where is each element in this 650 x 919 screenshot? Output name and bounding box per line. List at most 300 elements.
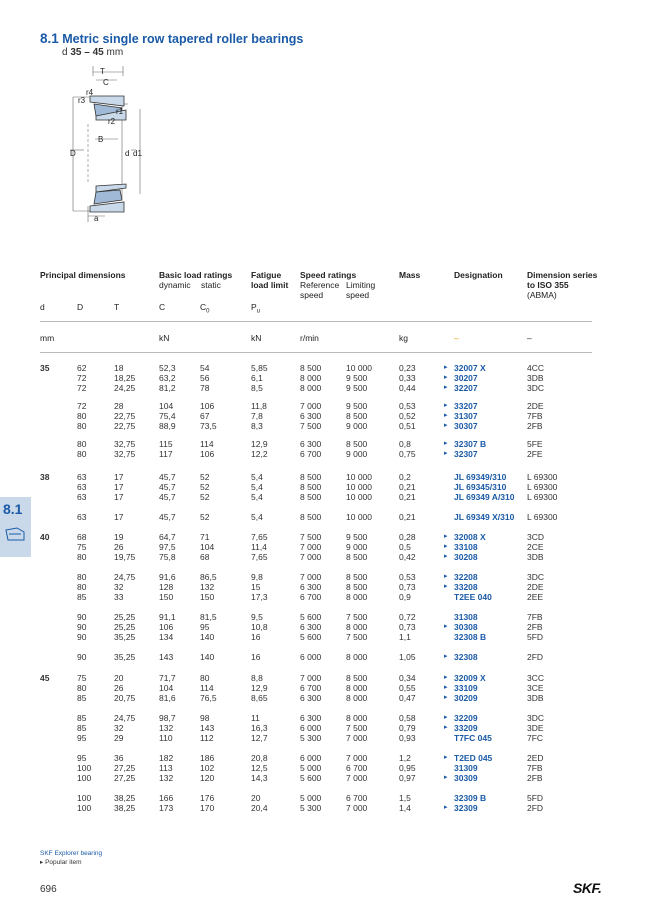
cell-des: 32209 (454, 713, 478, 723)
cell-c0: 80 (200, 673, 210, 683)
col-designation: Designation (454, 270, 503, 280)
cell-mk: ▸ (444, 714, 448, 721)
cell-c: 52,3 (159, 363, 176, 373)
cell-pu: 8,5 (251, 383, 263, 393)
cell-lim: 9 000 (346, 542, 368, 552)
cell-mk: ▸ (444, 754, 448, 761)
cell-lim: 8 000 (346, 683, 368, 693)
cell-c0: 106 (200, 401, 215, 411)
cell-t: 25,25 (114, 612, 136, 622)
label-T: T (100, 67, 105, 76)
cell-des: 32307 B (454, 439, 487, 449)
cell-mk: ▸ (444, 553, 448, 560)
cell-t: 19 (114, 532, 124, 542)
cell-ref: 6 700 (300, 683, 322, 693)
label-d1: d1 (133, 149, 142, 158)
cell-pu: 12,9 (251, 439, 268, 449)
cell-lim: 8 000 (346, 592, 368, 602)
cell-lim: 9 500 (346, 383, 368, 393)
cell-dim: 7FC (527, 733, 544, 743)
cell-c0: 132 (200, 582, 215, 592)
cell-c: 134 (159, 632, 174, 642)
cell-d: 100 (77, 763, 92, 773)
cell-dim: 3DE (527, 723, 544, 733)
cell-des: 30208 (454, 552, 478, 562)
table-row (40, 532, 600, 542)
cell-ref: 8 500 (300, 512, 322, 522)
col-fatigue: Fatigue (251, 270, 282, 280)
cell-des: 32307 (454, 449, 478, 459)
cell-mass: 0,21 (399, 512, 416, 522)
table-row (40, 373, 600, 383)
cell-pu: 7,65 (251, 552, 268, 562)
table-row (40, 723, 600, 733)
cell-pu: 20 (251, 793, 261, 803)
cell-des: 32308 (454, 652, 478, 662)
cell-ref: 7 000 (300, 552, 322, 562)
cell-d: 38 (40, 472, 50, 482)
d-range-value: 35 – 45 (70, 47, 104, 58)
unit-kN: kN (159, 333, 170, 343)
cell-ref: 8 000 (300, 383, 322, 393)
cell-dim: 3DB (527, 552, 544, 562)
cell-mass: 1,05 (399, 652, 416, 662)
cell-c: 132 (159, 723, 174, 733)
cell-c0: 52 (200, 482, 210, 492)
side-tab-label: 8.1 (3, 501, 23, 517)
cell-lim: 9 000 (346, 421, 368, 431)
cell-c0: 114 (200, 439, 214, 449)
cell-d: 63 (77, 482, 87, 492)
col-speed-ratings: Speed ratings (300, 270, 357, 280)
cell-d: 85 (77, 592, 87, 602)
cell-des: 30309 (454, 773, 478, 783)
cell-dim: 2FE (527, 449, 543, 459)
cell-mass: 0,52 (399, 411, 416, 421)
cell-d: 85 (77, 713, 87, 723)
col-principal-dimensions: Principal dimensions (40, 270, 126, 280)
cell-t: 36 (114, 753, 124, 763)
cell-lim: 9 500 (346, 373, 368, 383)
cell-des: JL 69345/310 (454, 482, 507, 492)
table-row (40, 763, 600, 773)
cell-ref: 8 500 (300, 492, 322, 502)
cell-t: 18 (114, 363, 124, 373)
cell-mass: 0,8 (399, 439, 411, 449)
cell-ref: 7 000 (300, 401, 322, 411)
cell-pu: 15 (251, 582, 261, 592)
cell-t: 35,25 (114, 652, 136, 662)
cell-t: 26 (114, 683, 124, 693)
cell-des: T2EE 040 (454, 592, 492, 602)
cell-lim: 10 000 (346, 482, 372, 492)
cell-ref: 5 000 (300, 793, 322, 803)
cell-t: 32 (114, 582, 124, 592)
table-row (40, 683, 600, 693)
cell-t: 32,75 (114, 449, 136, 459)
cell-des: 32208 (454, 572, 478, 582)
cell-des: 32308 B (454, 632, 487, 642)
cell-mass: 1,2 (399, 753, 411, 763)
table-row (40, 713, 600, 723)
cell-c0: 54 (200, 363, 210, 373)
cell-mass: 0,73 (399, 622, 416, 632)
cell-ref: 6 300 (300, 713, 322, 723)
section-title: Metric single row tapered roller bearings (62, 32, 304, 46)
cell-c: 45,7 (159, 472, 176, 482)
cell-pu: 17,3 (251, 592, 268, 602)
cell-d: 80 (77, 552, 87, 562)
cell-pu: 12,2 (251, 449, 268, 459)
cell-pu: 7,65 (251, 532, 268, 542)
cell-mk: ▸ (444, 412, 448, 419)
cell-mass: 0,44 (399, 383, 416, 393)
col-reference: Reference (300, 280, 340, 290)
bearing-type-icon (5, 527, 25, 541)
unit-kN-fatigue: kN (251, 333, 262, 343)
cell-dim: 2DE (527, 401, 544, 411)
cell-mk: ▸ (444, 402, 448, 409)
cell-des: 33109 (454, 683, 478, 693)
cell-d: 80 (77, 421, 87, 431)
col-limiting: Limiting (346, 280, 376, 290)
cell-c0: 68 (200, 552, 210, 562)
cell-mass: 0,95 (399, 763, 416, 773)
cell-mass: 0,21 (399, 482, 416, 492)
cell-c: 45,7 (159, 482, 176, 492)
cell-pu: 11 (251, 713, 260, 723)
cell-d: 72 (77, 401, 87, 411)
cell-pu: 8,3 (251, 421, 263, 431)
cell-c: 150 (159, 592, 174, 602)
cell-mass: 0,9 (399, 592, 411, 602)
cell-lim: 8 500 (346, 673, 368, 683)
cell-t: 25,25 (114, 622, 136, 632)
cell-t: 27,25 (114, 773, 136, 783)
cell-ref: 5 600 (300, 612, 322, 622)
cell-ref: 6 300 (300, 439, 322, 449)
cell-c0: 76,5 (200, 693, 217, 703)
table-row (40, 632, 600, 642)
cell-ref: 5 600 (300, 632, 322, 642)
cell-lim: 8 000 (346, 622, 368, 632)
cell-mass: 0,72 (399, 612, 416, 622)
sym-C0 (200, 302, 209, 317)
cell-lim: 7 000 (346, 803, 368, 813)
cell-c: 45,7 (159, 492, 176, 502)
cell-lim: 7 000 (346, 753, 368, 763)
cell-ref: 6 300 (300, 582, 322, 592)
cell-d: 75 (77, 673, 87, 683)
col-mass: Mass (399, 270, 421, 280)
col-iso: to ISO 355 (527, 280, 569, 290)
cell-c0: 86,5 (200, 572, 217, 582)
cell-des: T2ED 045 (454, 753, 493, 763)
cell-c: 91,1 (159, 612, 176, 622)
cell-c: 166 (159, 793, 174, 803)
table-row (40, 693, 600, 703)
table-row (40, 482, 600, 492)
cell-des: 31309 (454, 763, 478, 773)
cell-mass: 0,93 (399, 733, 416, 743)
cell-t: 22,75 (114, 421, 136, 431)
cell-d: 100 (77, 793, 92, 803)
cell-c0: 71 (200, 532, 210, 542)
cell-dim: 2EE (527, 592, 544, 602)
cell-des: 32008 X (454, 532, 486, 542)
cell-c: 113 (159, 763, 173, 773)
cell-mk: ▸ (444, 653, 448, 660)
cell-pu: 6,1 (251, 373, 263, 383)
cell-pu: 16 (251, 652, 261, 662)
cell-d: 90 (77, 622, 87, 632)
cell-d: 100 (77, 803, 92, 813)
cell-des: 32009 X (454, 673, 486, 683)
cell-dim: 7FB (527, 411, 543, 421)
cell-d: 90 (77, 612, 87, 622)
col-static: static (201, 280, 221, 290)
sym-C: C (159, 302, 166, 312)
cell-d: 90 (77, 652, 87, 662)
cell-lim: 10 000 (346, 492, 372, 502)
cell-d: 35 (40, 363, 50, 373)
cell-pu: 12,7 (251, 733, 268, 743)
cell-dim: L 69300 (527, 492, 558, 502)
cell-d: 95 (77, 753, 87, 763)
label-D: D (70, 149, 76, 158)
cell-ref: 7 500 (300, 532, 322, 542)
cell-t: 33 (114, 592, 124, 602)
chapter-side-tab (0, 497, 31, 557)
cell-mk: ▸ (444, 623, 448, 630)
cell-mass: 0,28 (399, 532, 416, 542)
cell-d: 80 (77, 683, 87, 693)
cell-pu: 5,4 (251, 482, 263, 492)
cell-t: 38,25 (114, 803, 136, 813)
sym-d: d (40, 302, 45, 312)
table-row (40, 449, 600, 459)
table-row (40, 582, 600, 592)
table-row (40, 673, 600, 683)
header-divider (40, 321, 592, 322)
cell-des: JL 69349 A/310 (454, 492, 515, 502)
cell-des: 32207 (454, 383, 478, 393)
cell-d: 80 (77, 439, 87, 449)
cell-c: 88,9 (159, 421, 176, 431)
table-row (40, 383, 600, 393)
cell-ref: 8 000 (300, 373, 322, 383)
cell-lim: 7 000 (346, 773, 368, 783)
cell-dim: 5FE (527, 439, 543, 449)
cell-pu: 5,4 (251, 472, 263, 482)
label-B: B (98, 135, 104, 144)
cell-t: 20 (114, 673, 124, 683)
cell-pu: 9,5 (251, 612, 263, 622)
cell-ref: 5 000 (300, 763, 322, 773)
cell-dim: 3DB (527, 373, 544, 383)
cell-ref: 8 500 (300, 472, 322, 482)
cell-lim: 6 700 (346, 763, 368, 773)
label-d: d (125, 149, 130, 158)
cell-dim: 3DC (527, 383, 545, 393)
cell-c0: 186 (200, 753, 215, 763)
cell-d: 80 (77, 572, 87, 582)
cell-t: 17 (114, 472, 124, 482)
cell-t: 24,75 (114, 572, 136, 582)
cell-lim: 9 500 (346, 532, 368, 542)
cell-c: 63,2 (159, 373, 176, 383)
cell-dim: L 69300 (527, 472, 558, 482)
cell-c0: 102 (200, 763, 215, 773)
cell-dim: 2FD (527, 803, 544, 813)
cell-t: 22,75 (114, 411, 136, 421)
cell-des: 32007 X (454, 363, 486, 373)
sym-C0-letter: C (200, 302, 207, 312)
cell-t: 17 (114, 482, 124, 492)
table-row (40, 439, 600, 449)
cell-mass: 0,53 (399, 401, 416, 411)
cell-des: 30308 (454, 622, 478, 632)
cell-ref: 6 700 (300, 592, 322, 602)
unit-designation-dash: – (454, 333, 459, 343)
bearing-cross-section-diagram (60, 64, 160, 236)
table-row (40, 401, 600, 411)
cell-ref: 8 500 (300, 482, 322, 492)
cell-c0: 176 (200, 793, 215, 803)
footer-explorer-note: SKF Explorer bearing (40, 850, 103, 857)
cell-d: 95 (77, 733, 87, 743)
cell-t: 17 (114, 512, 124, 522)
cell-d: 63 (77, 512, 87, 522)
cell-c: 143 (159, 652, 174, 662)
cell-t: 20,75 (114, 693, 136, 703)
cell-c0: 78 (200, 383, 210, 393)
cell-c: 110 (159, 733, 173, 743)
cell-d: 45 (40, 673, 50, 683)
cell-pu: 8,65 (251, 693, 268, 703)
cell-mk: ▸ (444, 774, 448, 781)
cell-dim: 2FB (527, 622, 543, 632)
cell-mass: 0,75 (399, 449, 416, 459)
skf-logo: SKF. (573, 880, 602, 896)
cell-d: 80 (77, 449, 87, 459)
label-r2: r2 (108, 117, 116, 126)
cell-pu: 16 (251, 632, 261, 642)
cell-ref: 5 300 (300, 803, 322, 813)
size-range (62, 47, 123, 58)
cell-mass: 0,51 (399, 421, 416, 431)
page-title (40, 31, 303, 46)
table-row (40, 421, 600, 431)
cell-c0: 52 (200, 472, 210, 482)
cell-d: 90 (77, 632, 87, 642)
cell-mass: 0,47 (399, 693, 416, 703)
cell-ref: 6 000 (300, 723, 322, 733)
cell-lim: 8 000 (346, 713, 368, 723)
table-row (40, 492, 600, 502)
cell-c0: 81,5 (200, 612, 217, 622)
cell-pu: 7,8 (251, 411, 263, 421)
cell-lim: 8 500 (346, 411, 368, 421)
cell-ref: 5 300 (300, 733, 322, 743)
cell-pu: 12,9 (251, 683, 268, 693)
cell-d: 72 (77, 373, 87, 383)
cell-dim: 3CE (527, 683, 544, 693)
cell-c0: 52 (200, 492, 210, 502)
cell-dim: 7FB (527, 612, 543, 622)
label-r1: r1 (116, 107, 124, 116)
cell-c0: 120 (200, 773, 215, 783)
cell-des: 32309 (454, 803, 478, 813)
cell-mk: ▸ (444, 694, 448, 701)
cell-pu: 11,8 (251, 401, 267, 411)
cell-c: 104 (159, 401, 174, 411)
table-row (40, 753, 600, 763)
cell-pu: 16,3 (251, 723, 268, 733)
col-dynamic: dynamic (159, 280, 191, 290)
cell-c: 98,7 (159, 713, 176, 723)
cell-c0: 73,5 (200, 421, 217, 431)
cell-dim: 3DC (527, 713, 545, 723)
cell-mass: 1,1 (399, 632, 411, 642)
cell-c0: 95 (200, 622, 210, 632)
cell-pu: 9,8 (251, 572, 263, 582)
cell-dim: 3CC (527, 673, 545, 683)
cell-des: 32309 B (454, 793, 487, 803)
table-row (40, 793, 600, 803)
page-number: 696 (40, 884, 57, 895)
cell-ref: 7 000 (300, 542, 322, 552)
cell-des: JL 69349 X/310 (454, 512, 515, 522)
cell-des: 31307 (454, 411, 478, 421)
bearing-bottom-section (90, 184, 126, 212)
cell-des: 30209 (454, 693, 478, 703)
cell-c: 64,7 (159, 532, 176, 542)
cell-dim: 5FD (527, 793, 544, 803)
cell-d: 85 (77, 723, 87, 733)
cell-dim: 7FB (527, 763, 543, 773)
cell-d: 40 (40, 532, 50, 542)
table-row (40, 552, 600, 562)
cell-mk: ▸ (444, 422, 448, 429)
table-row (40, 592, 600, 602)
sym-Pu-sub: u (256, 308, 261, 315)
cell-ref: 6 700 (300, 449, 322, 459)
cell-mk: ▸ (444, 374, 448, 381)
cell-d: 63 (77, 492, 87, 502)
col-load-limit: load limit (251, 280, 289, 290)
table-row (40, 622, 600, 632)
col-abma: (ABMA) (527, 290, 557, 300)
cell-mk: ▸ (444, 573, 448, 580)
cell-mass: 1,4 (399, 803, 411, 813)
cell-t: 32 (114, 723, 124, 733)
table-row (40, 733, 600, 743)
cell-mk: ▸ (444, 724, 448, 731)
cell-t: 32,75 (114, 439, 136, 449)
cell-mk: ▸ (444, 440, 448, 447)
cell-pu: 5,4 (251, 512, 263, 522)
table-row (40, 411, 600, 421)
cell-mass: 0,34 (399, 673, 416, 683)
cell-dim: L 69300 (527, 512, 558, 522)
cell-ref: 6 300 (300, 411, 322, 421)
cell-d: 80 (77, 582, 87, 592)
table-row (40, 572, 600, 582)
cell-c0: 67 (200, 411, 210, 421)
sym-T: T (114, 302, 120, 312)
cell-ref: 8 500 (300, 363, 322, 373)
